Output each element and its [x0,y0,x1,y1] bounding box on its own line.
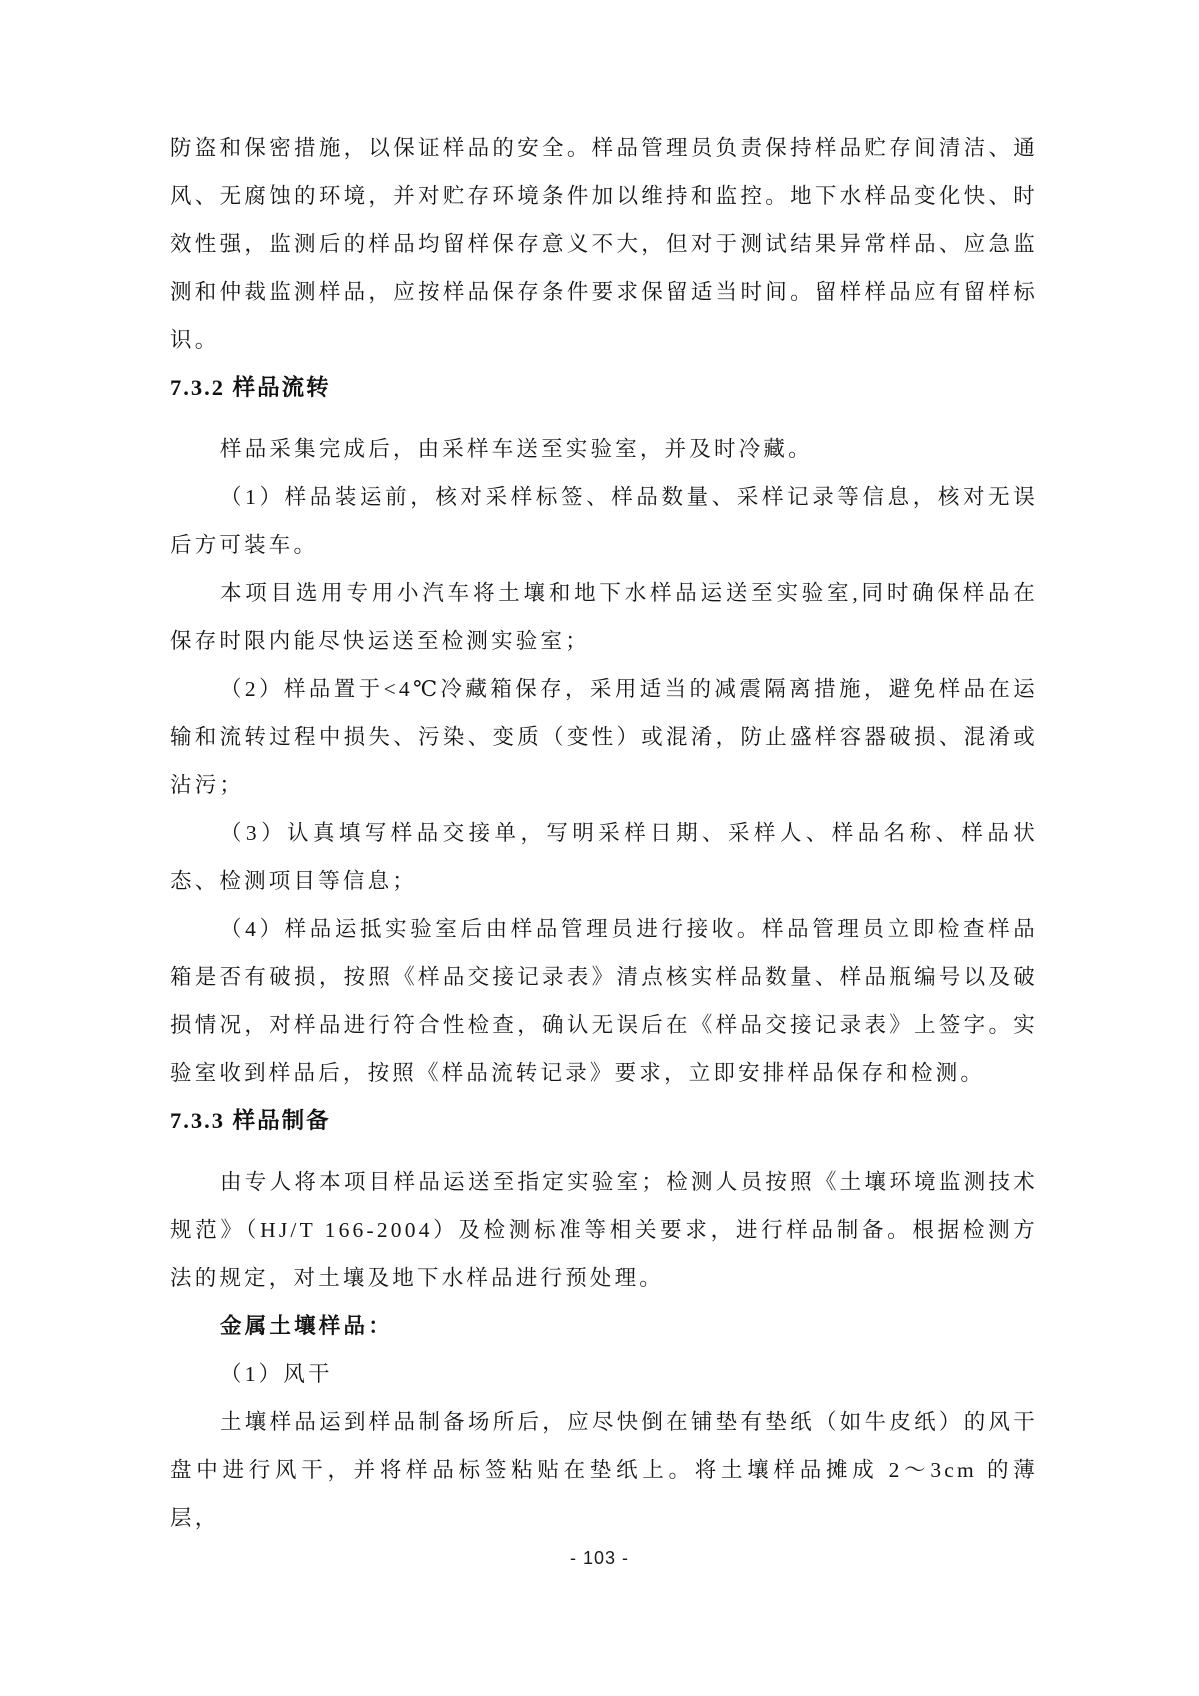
paragraph-item-4-lab-reception: （4）样品运抵实验室后由样品管理员进行接收。样品管理员立即检查样品箱是否有破损，按照《样品交接记录表》清点核实样品数量、样品瓶编号以及破损情况，对样品进行符合性检查，确认无误后在《样品交接记录表》上签字。实验室收到样品后，按照《样品流转记录》要求，立即安排样品保存和检测。 [170,917,1038,1085]
document-content [170,124,1038,1542]
page-number: - 103 - [569,1548,630,1568]
paragraph-item-1-before-loading: （1）样品装运前，核对采样标签、样品数量、采样记录等信息，核对无误后方可装车。 [170,485,1038,557]
paragraph-transport-vehicle: 本项目选用专用小汽车将土壤和地下水样品运送至实验室,同时确保样品在保存时限内能尽快运送至检测实验室； [170,581,1038,653]
section-heading-7-3-3-sample-preparation: 7.3.3 样品制备 [170,1108,331,1133]
paragraph-item-2-cold-storage: （2）样品置于<4℃冷藏箱保存，采用适当的减震隔离措施，避免样品在运输和流转过程中损失、污染、变质（变性）或混淆，防止盛样容器破损、混淆或沾污； [170,677,1038,797]
paragraph-preparation-standards: 由专人将本项目样品运送至指定实验室；检测人员按照《土壤环境监测技术规范》（HJ/T 166-2004）及检测标准等相关要求，进行样品制备。根据检测方法的规定，对土壤及地下水样品进行预处理。 [170,1170,1038,1290]
paragraph-sample-collection: 样品采集完成后，由采样车送至实验室，并及时冷藏。 [220,437,813,461]
paragraph-item-1-air-drying-label: （1）风干 [220,1362,333,1386]
paragraph-item-3-handover-form: （3）认真填写样品交接单，写明采样日期、采样人、样品名称、样品状态、检测项目等信息； [170,821,1038,893]
paragraph-air-drying-procedure: 土壤样品运到样品制备场所后，应尽快倒在铺垫有垫纸（如牛皮纸）的风干盘中进行风干，并将样品标签粘贴在垫纸上。将土壤样品摊成 2～3cm 的薄层， [170,1410,1038,1530]
paragraph-continued-sample-security: 防盗和保密措施，以保证样品的安全。样品管理员负责保持样品贮存间清洁、通风、无腐蚀的环境，并对贮存环境条件加以维持和监控。地下水样品变化快、时效性强，监测后的样品均留样保存意义不大，但对于测试结果异常样品、应急监测和仲裁监测样品，应按样品保存条件要求保留适当时间。留样样品应有留样标识。 [170,136,1038,352]
paragraph-metal-soil-samples-label: 金属土壤样品： [220,1314,393,1338]
section-heading-7-3-2-sample-transfer: 7.3.2 样品流转 [170,375,331,400]
